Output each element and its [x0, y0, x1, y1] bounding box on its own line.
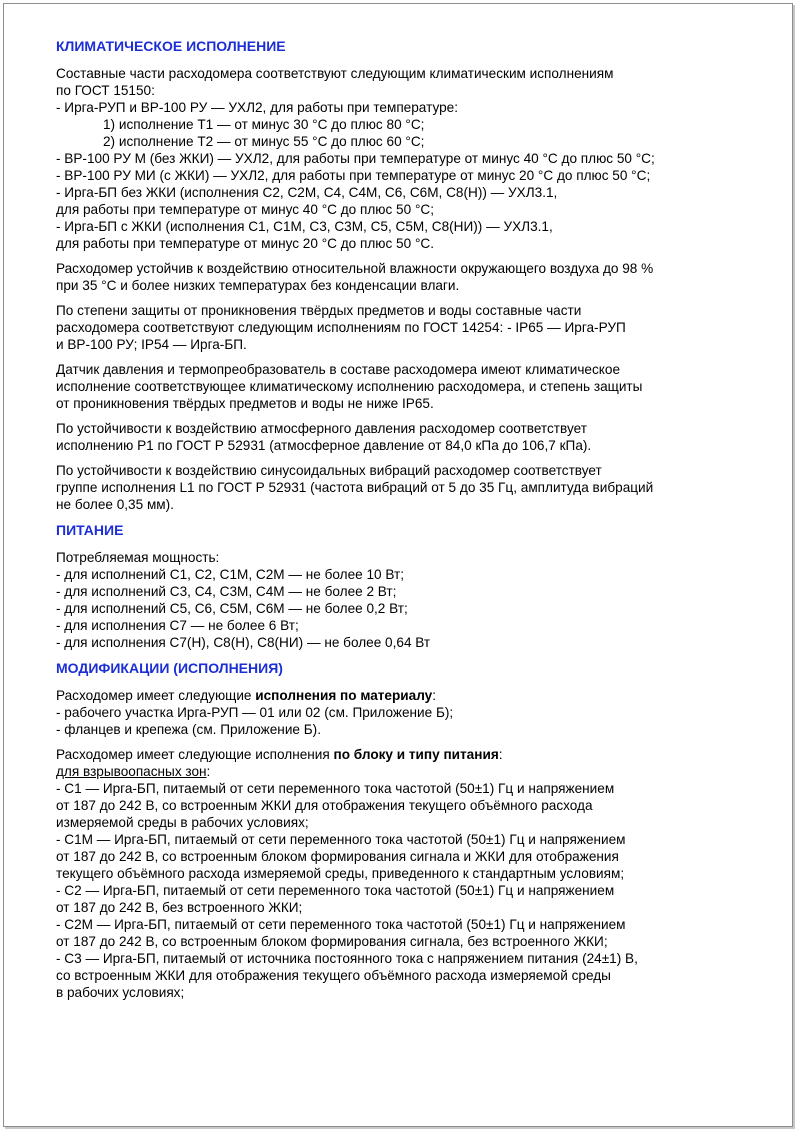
- section-heading-power: ПИТАНИЕ: [56, 522, 124, 538]
- text-line: от 187 до 242 В, со встроенным блоком формирования сигнала и ЖКИ для отображения: [56, 849, 619, 864]
- text-line: По устойчивости к воздействию синусоидальных вибраций расходомер соответствует: [56, 463, 602, 478]
- document-content: [56, 37, 770, 1009]
- block-intro: [56, 746, 770, 763]
- text-line: - С1М — Ирга-БП, питаемый от сети переменного тока частотой (50±1) Гц и напряжением: [56, 832, 626, 847]
- text-line: в рабочих условиях;: [56, 985, 185, 1000]
- material-intro: [56, 687, 770, 704]
- intro-text: :: [432, 688, 437, 703]
- text-line: - фланцев и крепежа (см. Приложение Б).: [56, 722, 321, 737]
- text-line: от 187 до 242 В, без встроенного ЖКИ;: [56, 900, 303, 915]
- text-line: для работы при температуре от минус 40 °C до плюс 50 °C;: [56, 202, 434, 217]
- climate-paragraph-6: [56, 462, 770, 513]
- text-line: текущего объёмного расхода измеряемой среды, приведенного к стандартным условиям;: [56, 866, 625, 881]
- climate-paragraph-1: [56, 65, 770, 252]
- text-line: - ВР-100 РУ МИ (с ЖКИ) — УХЛ2, для работы при температуре от минус 20 °C до плюс 50 °C;: [56, 168, 651, 183]
- text-line: - С3 — Ирга-БП, питаемый от источника постоянного тока с напряжением питания (24±1) В,: [56, 951, 638, 966]
- text-line: - для исполнений С3, С4, С3М, С4М — не более 2 Вт;: [56, 584, 397, 599]
- text-line: исполнение соответствующее климатическому исполнению расходомера, и степень защиты: [56, 379, 643, 394]
- document-page: [3, 3, 793, 1127]
- text-line: - Ирга-БП без ЖКИ (исполнения С2, С2М, С4, С4М, С6, С6М, С8(Н)) — УХЛ3.1,: [56, 185, 558, 200]
- text-line: 2) исполнение Т2 — от минус 55 °C до плюс 60 °C;: [103, 134, 425, 149]
- material-paragraph: [56, 687, 770, 738]
- intro-text: :: [206, 764, 211, 779]
- text-line: от 187 до 242 В, со встроенным ЖКИ для отображения текущего объёмного расхода: [56, 798, 593, 813]
- text-line: расходомера соответствуют следующим исполнениям по ГОСТ 14254: - IP65 — Ирга-РУП: [56, 320, 626, 335]
- intro-text: Расходомер имеет следующие: [56, 688, 256, 703]
- intro-bold-text: по блоку и типу питания: [333, 747, 499, 762]
- text-line: - С1 — Ирга-БП, питаемый от сети переменного тока частотой (50±1) Гц и напряжением: [56, 781, 615, 796]
- underlined-text: для взрывоопасных зон: [56, 764, 207, 779]
- climate-paragraph-3: [56, 302, 770, 353]
- text-line: от 187 до 242 В, со встроенным блоком формирования сигнала, без встроенного ЖКИ;: [56, 934, 608, 949]
- text-line: Расходомер устойчив к воздействию относительной влажности окружающего воздуха до 98 %: [56, 261, 654, 276]
- text-line: - для исполнений С5, С6, С5М, С6М — не более 0,2 Вт;: [56, 601, 408, 616]
- text-line: Датчик давления и термопреобразователь в составе расходомера имеют климатическое: [56, 362, 621, 377]
- text-line: - С2 — Ирга-БП, питаемый от сети переменного тока частотой (50±1) Гц и напряжением: [56, 883, 615, 898]
- text-line: для работы при температуре от минус 20 °C до плюс 50 °C.: [56, 236, 434, 251]
- climate-paragraph-2: [56, 260, 770, 294]
- text-line: не более 0,35 мм).: [56, 497, 174, 512]
- text-line: группе исполнения L1 по ГОСТ Р 52931 (частота вибраций от 5 до 35 Гц, амплитуда вибраций: [56, 480, 654, 495]
- text-line: измеряемой среды в рабочих условиях;: [56, 815, 309, 830]
- power-paragraph: [56, 549, 770, 651]
- text-line: и ВР-100 РУ; IP54 — Ирга-БП.: [56, 337, 247, 352]
- intro-text: Расходомер имеет следующие исполнения: [56, 747, 334, 762]
- text-line: Потребляемая мощность:: [56, 550, 220, 565]
- text-line: - рабочего участка Ирга-РУП — 01 или 02 (см. Приложение Б);: [56, 705, 454, 720]
- text-line: 1) исполнение Т1 — от минус 30 °C до плюс 80 °C;: [103, 117, 425, 132]
- text-line: исполнению Р1 по ГОСТ Р 52931 (атмосферное давление от 84,0 кПа до 106,7 кПа).: [56, 438, 592, 453]
- text-line: при 35 °C и более низких температурах без конденсации влаги.: [56, 278, 460, 293]
- text-line: По степени защиты от проникновения твёрдых предметов и воды составные части: [56, 303, 582, 318]
- section-heading-modifications: МОДИФИКАЦИИ (ИСПОЛНЕНИЯ): [56, 660, 283, 676]
- intro-text: :: [498, 747, 503, 762]
- climate-paragraph-5: [56, 420, 770, 454]
- text-line: от проникновения твёрдых предметов и воды не ниже IP65.: [56, 396, 434, 411]
- text-line: - для исполнения С7 — не более 6 Вт;: [56, 618, 299, 633]
- text-line: со встроенным ЖКИ для отображения текущего объёмного расхода измеряемой среды: [56, 968, 611, 983]
- text-line: Составные части расходомера соответствуют следующим климатическим исполнениям: [56, 66, 614, 81]
- text-line: по ГОСТ 15150:: [56, 83, 155, 98]
- text-line: - Ирга-БП с ЖКИ (исполнения С1, С1М, С3, С3М, С5, С5М, С8(НИ)) — УХЛ3.1,: [56, 219, 553, 234]
- text-line: - Ирга-РУП и ВР-100 РУ — УХЛ2, для работы при температуре:: [56, 100, 458, 115]
- text-line: - С2М — Ирга-БП, питаемый от сети переменного тока частотой (50±1) Гц и напряжением: [56, 917, 626, 932]
- climate-paragraph-4: [56, 361, 770, 412]
- section-heading-climate: КЛИМАТИЧЕСКОЕ ИСПОЛНЕНИЕ: [56, 38, 286, 54]
- intro-bold-text: исполнения по материалу: [255, 688, 433, 703]
- explosive-zones-subheading: [56, 763, 770, 780]
- text-line: - ВР-100 РУ М (без ЖКИ) — УХЛ2, для работы при температуре от минус 40 °C до плюс 50 °C;: [56, 151, 655, 166]
- block-paragraph: [56, 746, 770, 1001]
- text-line: По устойчивости к воздействию атмосферного давления расходомер соответствует: [56, 421, 587, 436]
- text-line: - для исполнения С7(Н), С8(Н), С8(НИ) — не более 0,64 Вт: [56, 635, 431, 650]
- text-line: - для исполнений С1, С2, С1М, С2М — не более 10 Вт;: [56, 567, 404, 582]
